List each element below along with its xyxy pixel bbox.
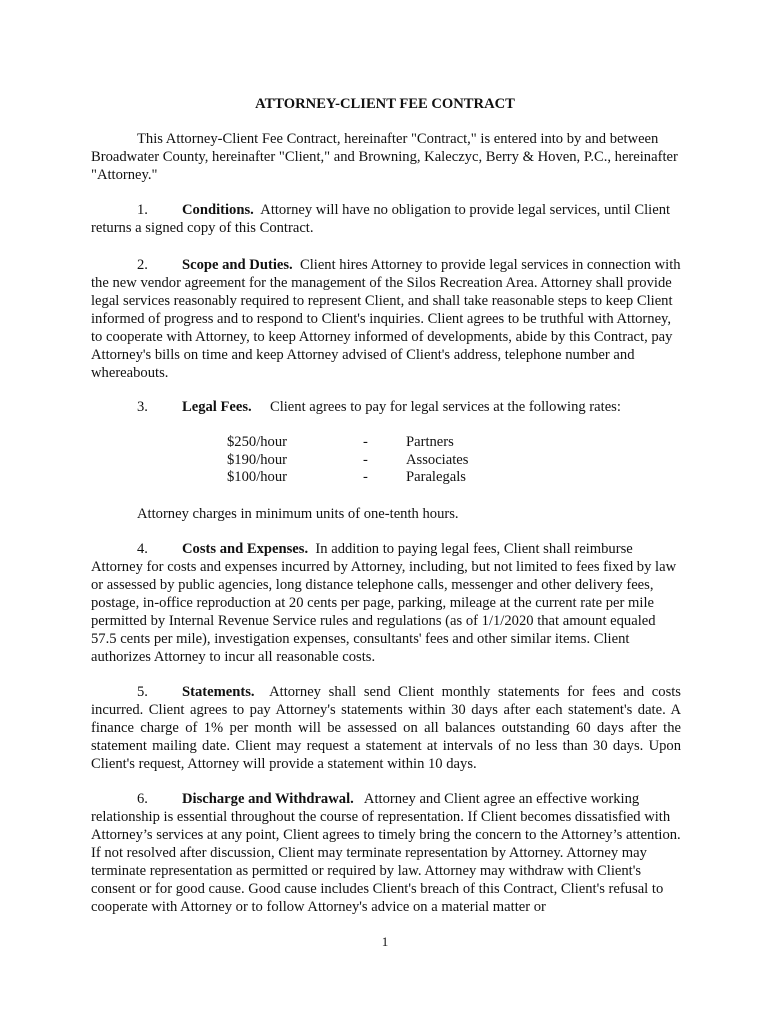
section-number: 5. xyxy=(137,684,148,700)
page-number: 1 xyxy=(381,934,389,949)
min-units-note xyxy=(91,505,681,523)
section-number: 1. xyxy=(137,202,148,218)
section-costs-and-expenses xyxy=(91,540,681,666)
rate-separator: - xyxy=(363,469,368,485)
rate-amount: $190/hour xyxy=(227,451,287,468)
rate-separator: - xyxy=(363,451,368,468)
section-text: Client agrees to pay for legal services at the following rates: xyxy=(269,399,621,415)
rate-amount: $250/hour xyxy=(227,434,287,450)
rate-role: Associates xyxy=(406,451,469,468)
section-scope-and-duties xyxy=(91,256,681,382)
section-heading: Legal Fees. xyxy=(182,399,252,415)
rate-row xyxy=(227,451,468,469)
rate-role: Partners xyxy=(406,434,454,450)
section-statements xyxy=(91,683,681,773)
rate-amount: $100/hour xyxy=(227,469,287,485)
rates-table xyxy=(227,433,468,486)
section-text: Attorney shall send Client monthly statements for fees and costs incurred. Client agrees to pay Attorney's statements within 30 days after each statement's date. A finance charge of 1% per month will be assessed on all balances outstanding 60 days after the statement mailing date. Client may request a statement at intervals of no less than 30 days. Upon Client's request, Attorney will provide a statement within 10 days. xyxy=(91,684,681,772)
section-conditions xyxy=(91,201,681,237)
rate-separator: - xyxy=(363,434,368,450)
min-units-text: Attorney charges in minimum units of one-tenth hours. xyxy=(137,506,459,522)
section-number: 3. xyxy=(137,399,148,415)
section-heading: Conditions. xyxy=(182,202,254,218)
section-number: 6. xyxy=(137,791,148,807)
intro-paragraph xyxy=(91,130,681,184)
section-heading: Discharge and Withdrawal. xyxy=(182,791,354,807)
section-heading: Statements. xyxy=(182,684,255,700)
section-discharge-and-withdrawal xyxy=(91,790,681,916)
section-heading: Scope and Duties. xyxy=(182,257,293,273)
section-text: Attorney and Client agree an effective working relationship is essential throughout the course of representation. If Client becomes dissatisfied with Attorney’s services at any point, Client agrees to timely bring the concern to the Attorney’s attention. If not resolved after discussion, Client may terminate representation by Attorney. Attorney may terminate representation as permitted or required by law. Attorney may withdraw with Client's consent or for good cause. Good cause includes Client's breach of this Contract, Client's refusal to cooperate with Attorney or to follow Attorney's advice on a material matter or xyxy=(91,791,681,915)
intro-text: This Attorney-Client Fee Contract, hereinafter "Contract," is entered into by and between Broadwater County, hereinafter "Client," and Browning, Kaleczyc, Berry & Hoven, P.C., hereinafter "Attorney." xyxy=(91,131,678,183)
section-text: Attorney will have no obligation to provide legal services, until Client returns a signed copy of this Contract. xyxy=(91,202,671,236)
section-number: 4. xyxy=(137,541,148,557)
document-title: ATTORNEY-CLIENT FEE CONTRACT xyxy=(255,96,515,112)
rate-role: Paralegals xyxy=(406,469,466,485)
section-text: Client hires Attorney to provide legal services in connection with the new vendor agreement for the management of the Silos Recreation Area. Attorney shall provide legal services reasonably required to represent Client, and shall take reasonable steps to keep Client informed of progress and to respond to Client's inquiries. Client agrees to be truthful with Attorney, to cooperate with Attorney, to keep Attorney informed of developments, abide by this Contract, pay Attorney's bills on time and keep Attorney advised of Client's address, telephone number and whereabouts. xyxy=(91,257,681,381)
section-number: 2. xyxy=(137,257,148,273)
rate-row xyxy=(227,433,468,451)
section-legal-fees xyxy=(91,398,681,416)
section-text: In addition to paying legal fees, Client shall reimburse Attorney for costs and expenses incurred by Attorney, including, but not limited to fees fixed by law or assessed by public agencies, long distance telephone calls, messenger and other delivery fees, postage, in-office reproduction at 20 cents per page, parking, mileage at the current rate per mile permitted by Internal Revenue Service rules and regulations (as of 1/1/2020 that amount equaled 57.5 cents per mile), investigation expenses, consultants' fees and other similar items. Client authorizes Attorney to incur all reasonable costs. xyxy=(91,541,677,665)
rate-row xyxy=(227,468,468,486)
section-heading: Costs and Expenses. xyxy=(182,541,309,557)
